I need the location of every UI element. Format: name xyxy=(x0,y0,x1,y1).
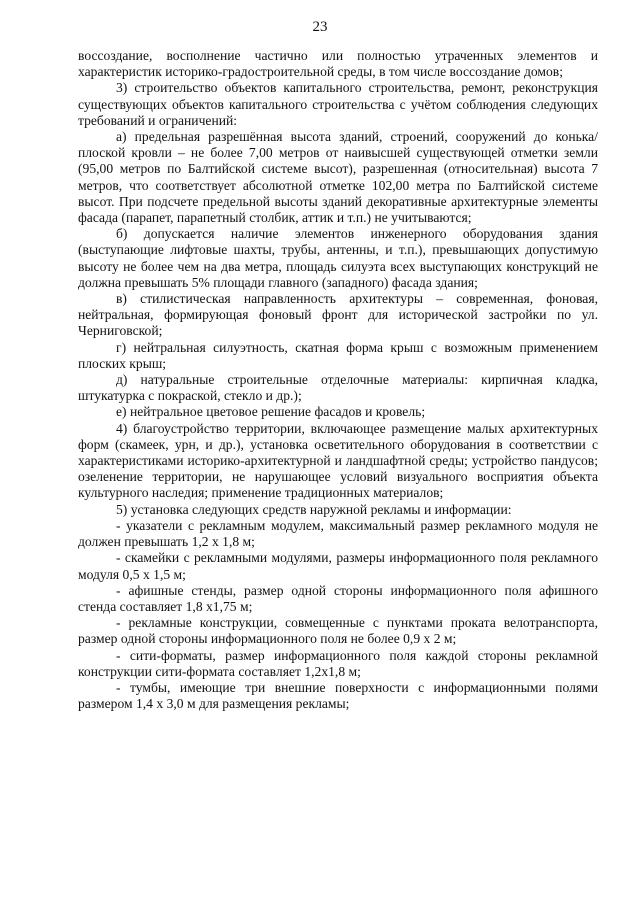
paragraph-subitem-g-silhouette: г) нейтральная силуэтность, скатная форма крыш с возможным применением плоских крыш; xyxy=(78,339,598,371)
paragraph-subitem-d-materials: д) натуральные строительные отделочные материалы: кирпичная кладка, штукатурка с покраской, стекло и др.); xyxy=(78,372,598,404)
document-body xyxy=(78,48,598,712)
page-number: 23 xyxy=(312,19,328,35)
list-item-city-formats: - сити-форматы, размер информационного поля каждой стороны рекламной конструкции сити-формата составляет 1,2х1,8 м; xyxy=(78,647,598,679)
paragraph-item-3-construction: 3) строительство объектов капитального строительства, ремонт, реконструкция существующих объектов капитального строительства с учётом соблюдения следующих требований и ограничений: xyxy=(78,80,598,128)
list-item-bike-rental-structures: - рекламные конструкции, совмещенные с пунктами проката велотранспорта, размер одной стороны информационного поля не более 0,9 х 2 м; xyxy=(78,615,598,647)
paragraph-item-5-advertising: 5) установка следующих средств наружной рекламы и информации: xyxy=(116,501,512,517)
paragraph-subitem-v-style: в) стилистическая направленность архитектуры – современная, фоновая, нейтральная, формирующая фоновый фронт для исторической застройки по ул. Черниговской; xyxy=(78,291,598,339)
list-item-benches: - скамейки с рекламными модулями, размеры информационного поля рекламного модуля 0,5 х 1,5 м; xyxy=(78,550,598,582)
paragraph-item-4-landscaping: 4) благоустройство территории, включающее размещение малых архитектурных форм (скамеек, урн, и др.), установка осветительного оборудования в соответствии с характеристиками историко-архитектурной и ландшафтной среды; устройство пандусов; озеленение территории, не нарушающее условий визуального восприятия объекта культурного наследия; применение традиционных материалов; xyxy=(78,420,598,501)
paragraph-continuation: воссоздание, восполнение частично или полностью утраченных элементов и характеристик историко-градостроительной среды, в том числе воссоздание домов; xyxy=(78,48,598,80)
paragraph-subitem-b-equipment: б) допускается наличие элементов инженерного оборудования здания (выступающие лифтовые шахты, трубы, антенны, и т.п.), превышающих допустимую высоту не более чем на два метра, площадь силуэта всех выступающих конструкций не должна превышать 5% площади главного (западного) фасада здания; xyxy=(78,226,598,290)
list-item-pedestals: - тумбы, имеющие три внешние поверхности с информационными полями размером 1,4 х 3,0 м для размещения рекламы; xyxy=(78,679,598,712)
paragraph-subitem-e-color: е) нейтральное цветовое решение фасадов и кровель; xyxy=(116,404,426,420)
paragraph-subitem-a-height: а) предельная разрешённая высота зданий, строений, сооружений до конька/плоской кровли – не более 7,00 метров от наивысшей существующей отметки земли (95,00 метров по Балтийской системе высот), разрешенная (относительная) высота 7 метров, что соответствует абсолютной отметке 102,00 метра по Балтийской системе высот. При подсчете предельной высоты зданий декоративные архитектурные элементы фасада (парапет, парапетный столбик, аттик и т.п.) не учитываются; xyxy=(78,129,598,226)
list-item-pointers: - указатели с рекламным модулем, максимальный размер рекламного модуля не должен превышать 1,2 х 1,8 м; xyxy=(78,517,598,550)
list-item-poster-stands: - афишные стенды, размер одной стороны информационного поля афишного стенда составляет 1,8 х1,75 м; xyxy=(78,582,598,614)
